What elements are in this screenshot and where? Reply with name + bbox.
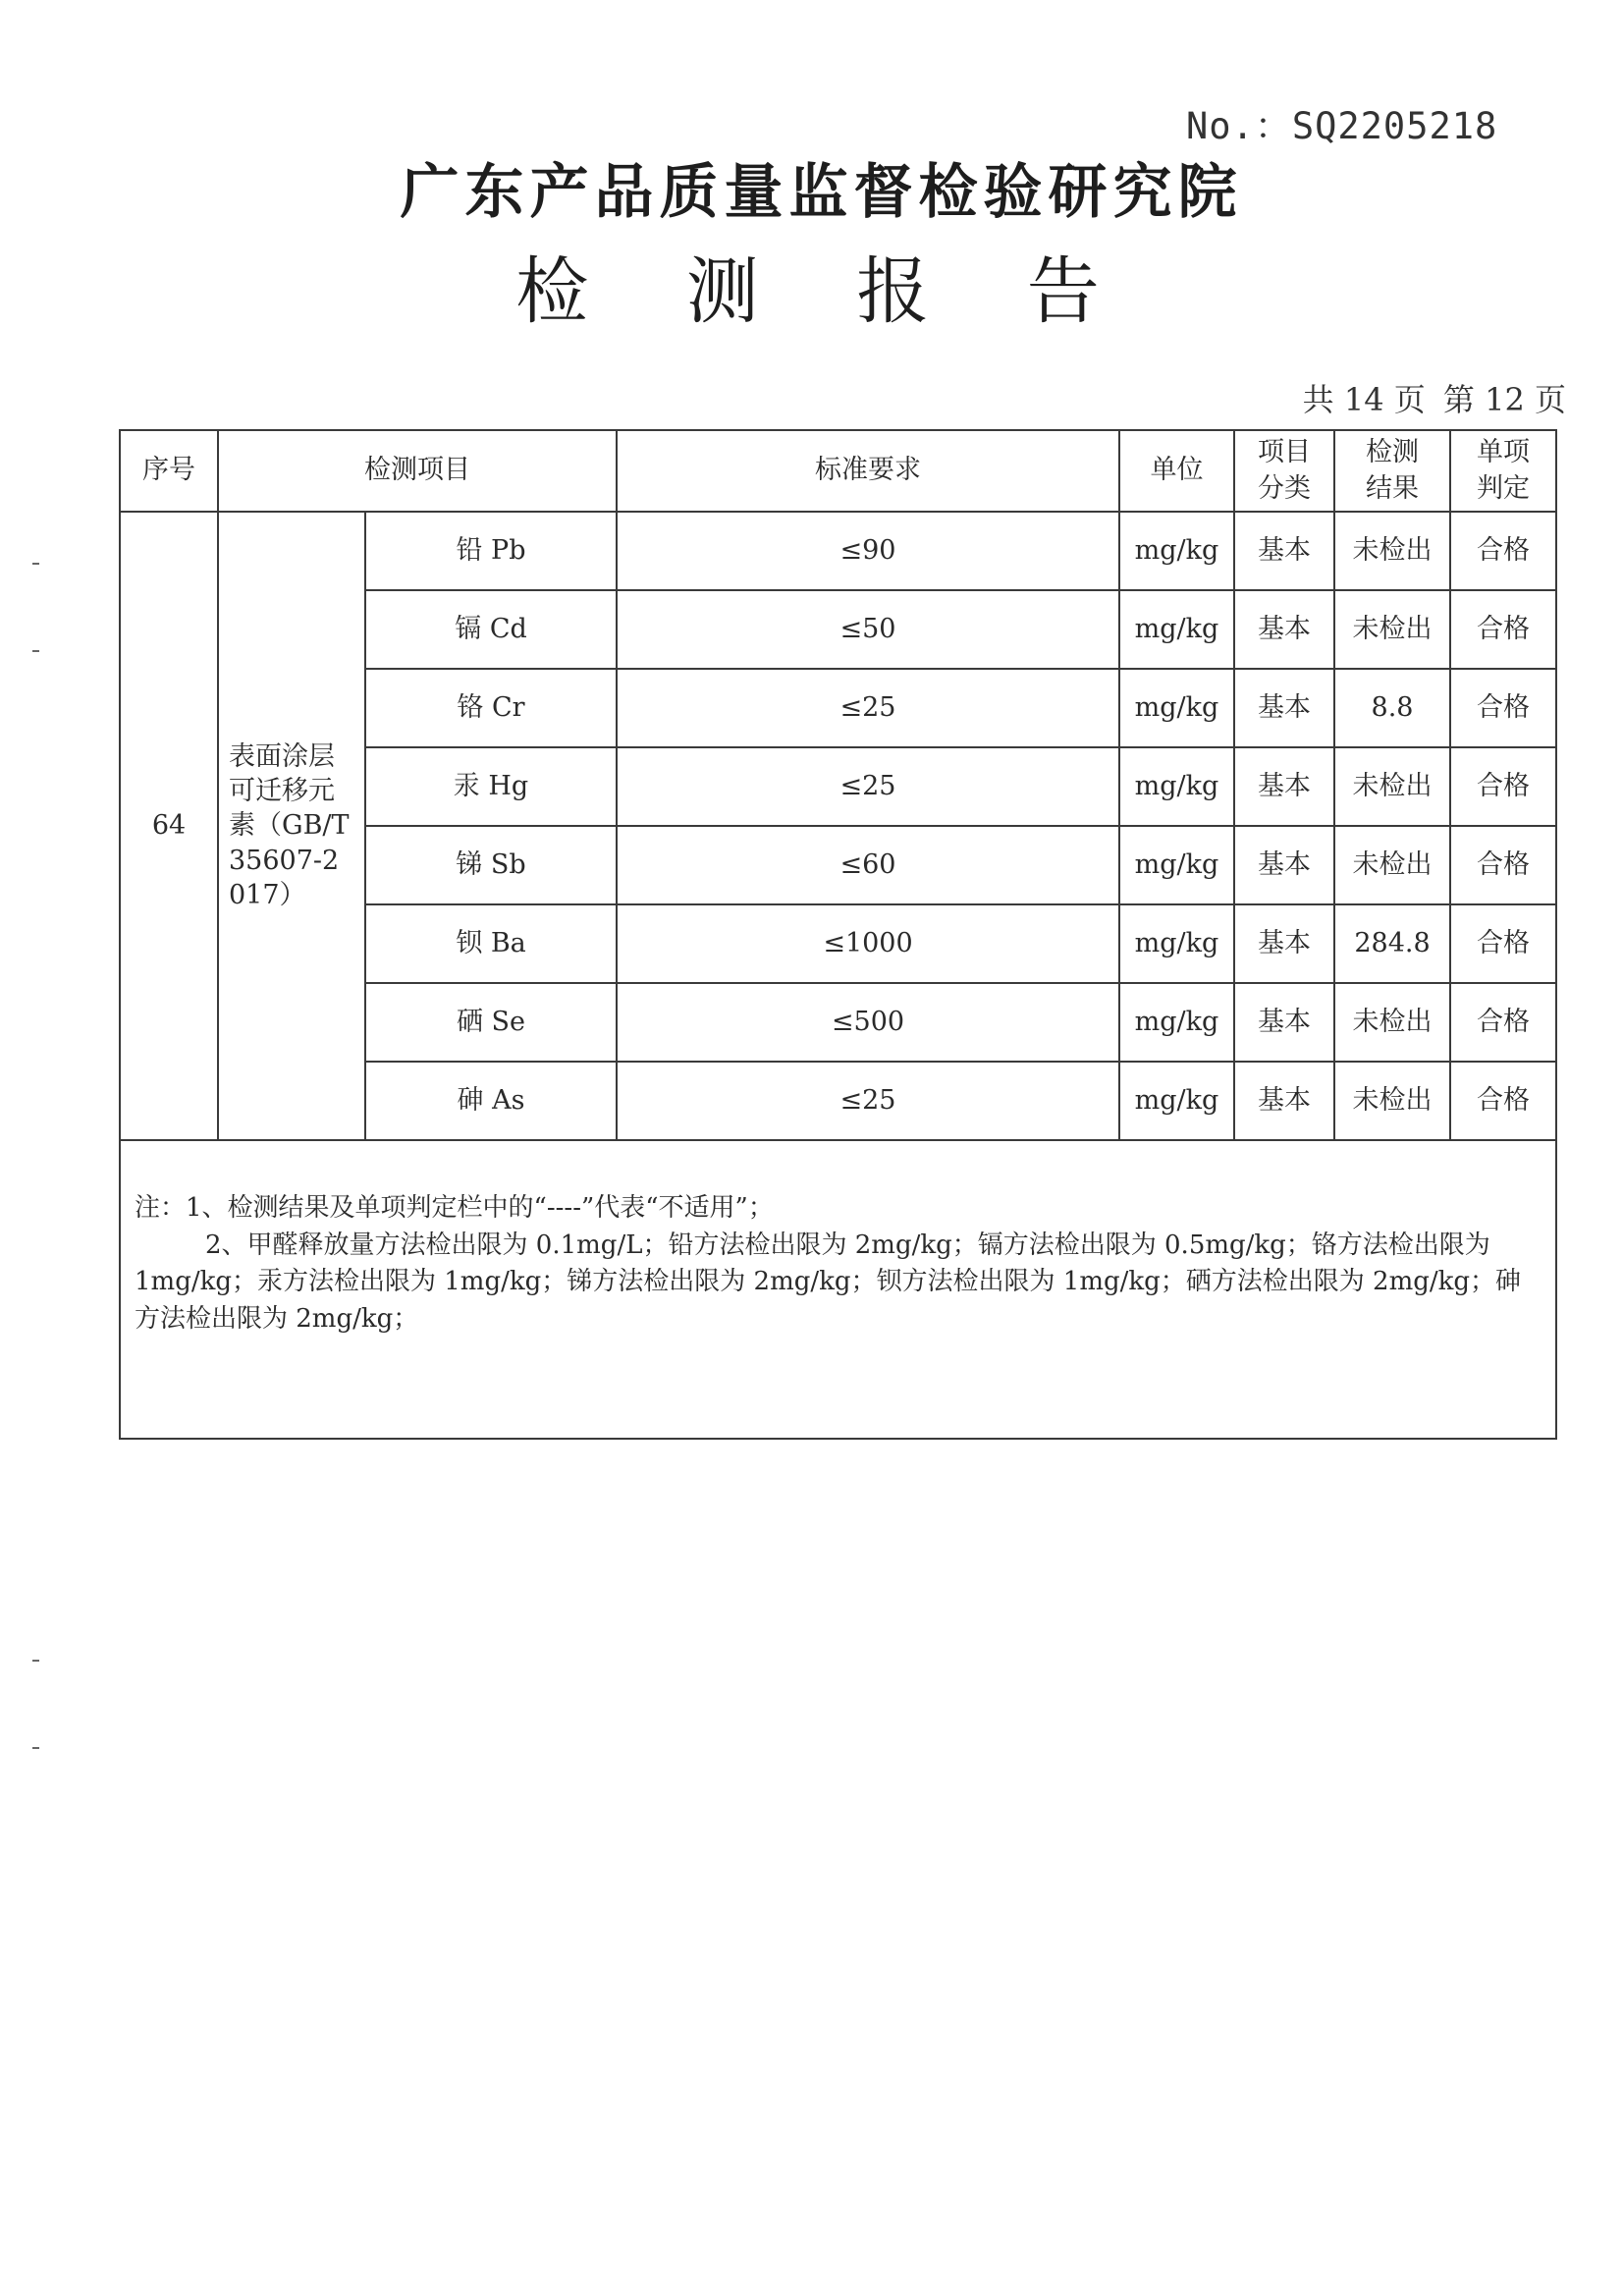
element-cell: 硒 Se <box>365 983 617 1062</box>
category-cell: 基本 <box>1234 1062 1334 1140</box>
header-item: 检测项目 <box>218 430 617 512</box>
notes-row <box>120 1140 1556 1439</box>
category-cell: 基本 <box>1234 590 1334 669</box>
judgement-cell: 合格 <box>1450 1062 1556 1140</box>
judgement-cell: 合格 <box>1450 512 1556 590</box>
result-cell: 未检出 <box>1334 983 1450 1062</box>
standard-cell: ≤500 <box>617 983 1119 1062</box>
standard-cell: ≤1000 <box>617 904 1119 983</box>
result-cell: 8.8 <box>1334 669 1450 747</box>
seq-cell: 64 <box>120 512 218 1140</box>
category-cell: 基本 <box>1234 669 1334 747</box>
scan-edge-mark <box>32 1747 39 1749</box>
unit-cell: mg/kg <box>1119 1062 1234 1140</box>
scan-edge-mark <box>32 563 39 565</box>
scan-edge-mark <box>32 650 39 652</box>
header-unit: 单位 <box>1119 430 1234 512</box>
header-result <box>1334 430 1450 512</box>
judgement-cell: 合格 <box>1450 590 1556 669</box>
judgement-cell: 合格 <box>1450 983 1556 1062</box>
header-judgement <box>1450 430 1556 512</box>
element-cell: 铬 Cr <box>365 669 617 747</box>
header-judgement-line2: 判定 <box>1477 472 1530 504</box>
page-info <box>1295 375 1566 420</box>
header-standard: 标准要求 <box>617 430 1119 512</box>
element-cell: 砷 As <box>365 1062 617 1140</box>
standard-cell: ≤25 <box>617 1062 1119 1140</box>
unit-cell: mg/kg <box>1119 904 1234 983</box>
header-category <box>1234 430 1334 512</box>
table-header-row <box>120 430 1556 512</box>
result-cell: 未检出 <box>1334 747 1450 826</box>
notes-cell <box>120 1140 1556 1439</box>
result-cell: 未检出 <box>1334 826 1450 904</box>
unit-cell: mg/kg <box>1119 983 1234 1062</box>
result-cell: 未检出 <box>1334 590 1450 669</box>
note-line-2: 2、甲醛释放量方法检出限为 0.1mg/L；铅方法检出限为 2mg/kg；镉方法检出限为 0.5mg/kg；铬方法检出限为 1mg/kg；汞方法检出限为 1mg/kg；锑方法检出限为 2mg/kg；钡方法检出限为 1mg/kg；硒方法检出限为 2mg/kg；砷方法检出限为 2mg/kg； <box>135 1230 1522 1335</box>
standard-cell: ≤60 <box>617 826 1119 904</box>
standard-cell: ≤90 <box>617 512 1119 590</box>
header-result-line2: 结果 <box>1366 472 1419 504</box>
element-cell: 镉 Cd <box>365 590 617 669</box>
test-results-table <box>119 429 1557 1440</box>
unit-cell: mg/kg <box>1119 747 1234 826</box>
unit-cell: mg/kg <box>1119 669 1234 747</box>
header-category-line2: 分类 <box>1258 472 1311 504</box>
category-cell: 基本 <box>1234 747 1334 826</box>
header-judgement-line1: 单项 <box>1477 437 1530 468</box>
category-cell: 基本 <box>1234 512 1334 590</box>
standard-cell: ≤25 <box>617 669 1119 747</box>
standard-cell: ≤25 <box>617 747 1119 826</box>
institute-name: 广东产品质量监督检验研究院 <box>400 158 1243 227</box>
note-line-1: 注：1、检测结果及单项判定栏中的“----”代表“不适用”； <box>135 1193 774 1223</box>
table-row <box>120 512 1556 590</box>
report-number: No.：SQ2205218 <box>1186 105 1498 147</box>
header-seq: 序号 <box>120 430 218 512</box>
element-cell: 铅 Pb <box>365 512 617 590</box>
header-category-line1: 项目 <box>1258 437 1311 468</box>
element-cell: 汞 Hg <box>365 747 617 826</box>
report-title: 检 测 报 告 <box>515 249 1137 334</box>
category-cell: 基本 <box>1234 904 1334 983</box>
judgement-cell: 合格 <box>1450 826 1556 904</box>
judgement-cell: 合格 <box>1450 904 1556 983</box>
unit-cell: mg/kg <box>1119 826 1234 904</box>
result-cell: 未检出 <box>1334 1062 1450 1140</box>
result-cell: 未检出 <box>1334 512 1450 590</box>
test-group-cell: 表面涂层可迁移元素（GB/T 35607-2017） <box>218 512 365 1140</box>
result-cell: 284.8 <box>1334 904 1450 983</box>
header-result-line1: 检测 <box>1366 437 1419 468</box>
category-cell: 基本 <box>1234 983 1334 1062</box>
current-page: 第 12 页 <box>1442 381 1566 418</box>
judgement-cell: 合格 <box>1450 747 1556 826</box>
standard-cell: ≤50 <box>617 590 1119 669</box>
total-pages: 共 14 页 <box>1302 381 1426 418</box>
unit-cell: mg/kg <box>1119 512 1234 590</box>
element-cell: 锑 Sb <box>365 826 617 904</box>
category-cell: 基本 <box>1234 826 1334 904</box>
element-cell: 钡 Ba <box>365 904 617 983</box>
unit-cell: mg/kg <box>1119 590 1234 669</box>
judgement-cell: 合格 <box>1450 669 1556 747</box>
scan-edge-mark <box>32 1660 39 1662</box>
